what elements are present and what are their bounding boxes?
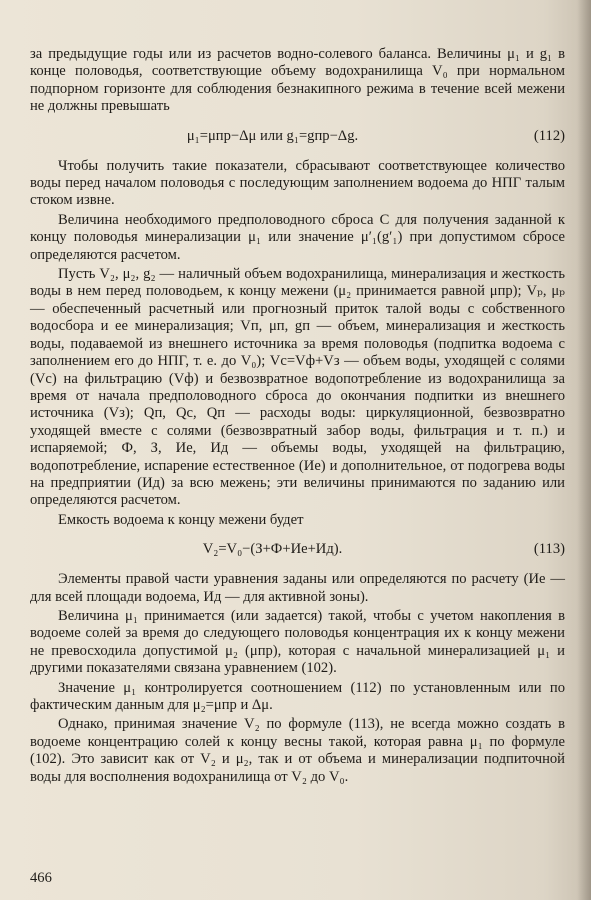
equation-113-formula: V₂=V₀−(З+Ф+Ие+Ид).	[202, 541, 343, 558]
paragraph: Величина необходимого предполоводного сброса C для получения заданной к концу половодья минерализации μ₁ или значение μ′₁(g′₁) при допустимом сбросе определяются расчетом.	[30, 211, 565, 263]
paragraph: Значение μ₁ контролируется соотношением (112) по установленным или по фактическим данным для μ₂=μпр и Δμ.	[30, 679, 565, 713]
paragraph: Однако, принимая значение V₂ по формуле (113), не всегда можно создать в водоеме концентрацию солей к концу весны такой, которая равна μ₁ по формуле (102). Это зависит как от V₂ и μ₂, так и от объема и минерализации подпиточной воды для восполнения водохранилища от V₂ до V₀.	[30, 716, 565, 785]
paragraphs-bottom	[30, 571, 565, 786]
page-edge-shadow	[577, 0, 591, 900]
paragraph: Величина μ₁ принимается (или задается) такой, чтобы с учетом накопления в водоеме солей за время до следующего половодья концентрация их к концу межени не превосходила допустимой μ₂ (μпр), которая с начальной минерализацией μ₁ и другими показателями связана уравнением (102).	[30, 607, 565, 677]
page-body	[30, 46, 565, 788]
equation-112	[30, 126, 565, 148]
page-number: 466	[30, 870, 52, 886]
equation-113-number: (113)	[533, 541, 565, 558]
paragraphs-mid	[30, 158, 565, 530]
paragraph: Элементы правой части уравнения заданы или определяются по расчету (Ие — для всей площади водоема, Ид — для активной зоны).	[30, 571, 565, 605]
paragraph: Пусть V₂, μ₂, g₂ — наличный объем водохранилища, минерализация и жесткость воды в нем перед половодьем, к концу межени (μ₂ принимается равной μпр); Vₚ, μₚ — обеспеченный расчетный или прогнозный приток талой воды с собственного водосбора и ее минерализация; Vп, μп, gп — объем, минерализация и жесткость воды, подаваемой из внешнего источника за время половодья (подпитка водоема с заполнением его до НПГ, т. е. до V₀); Vс=Vф+Vз — объем воды, уходящей с солями (Vс) на фильтрацию (Vф) и безвозвратное водопотребление из водохранилища за время от начала предполоводного сброса до окончания подпитки из внешнего источника (Vз); Qп, Qс, Qп — расходы воды: циркуляционной, безвозвратно уходящей вместе с солями (безвозвратный забор воды, фильтрация и т. п.) и испаряемой; Ф, З, Ие, Ид — объемы воды, уходящей на фильтрацию, водопотребление, испарение естественное (Ие) и дополнительное, от подогрева воды на предприятии (Ид) за всю межень; эти величины принимаются по заданию или определяются расчетом.	[30, 266, 565, 509]
equation-112-formula: μ₁=μпр−Δμ или g₁=gпр−Δg.	[186, 127, 359, 144]
paragraph: Емкость водоема к концу межени будет	[58, 511, 304, 528]
paragraph: Чтобы получить такие показатели, сбрасывают соответствующее количество воды перед началом половодья с последующим заполнением водоема до НПГ талым стоком извне.	[30, 157, 565, 209]
paragraphs-top	[30, 46, 565, 116]
equation-113	[30, 539, 565, 561]
paragraph: за предыдущие годы или из расчетов водно-солевого баланса. Величины μ₁ и g₁ в конце половодья, соответствующие объему водохранилища V₀ при нормальном подпорном горизонте для соблюдения безнакипного режима в течение всей межени не должны превышать	[30, 46, 565, 115]
equation-112-number: (112)	[533, 127, 565, 144]
